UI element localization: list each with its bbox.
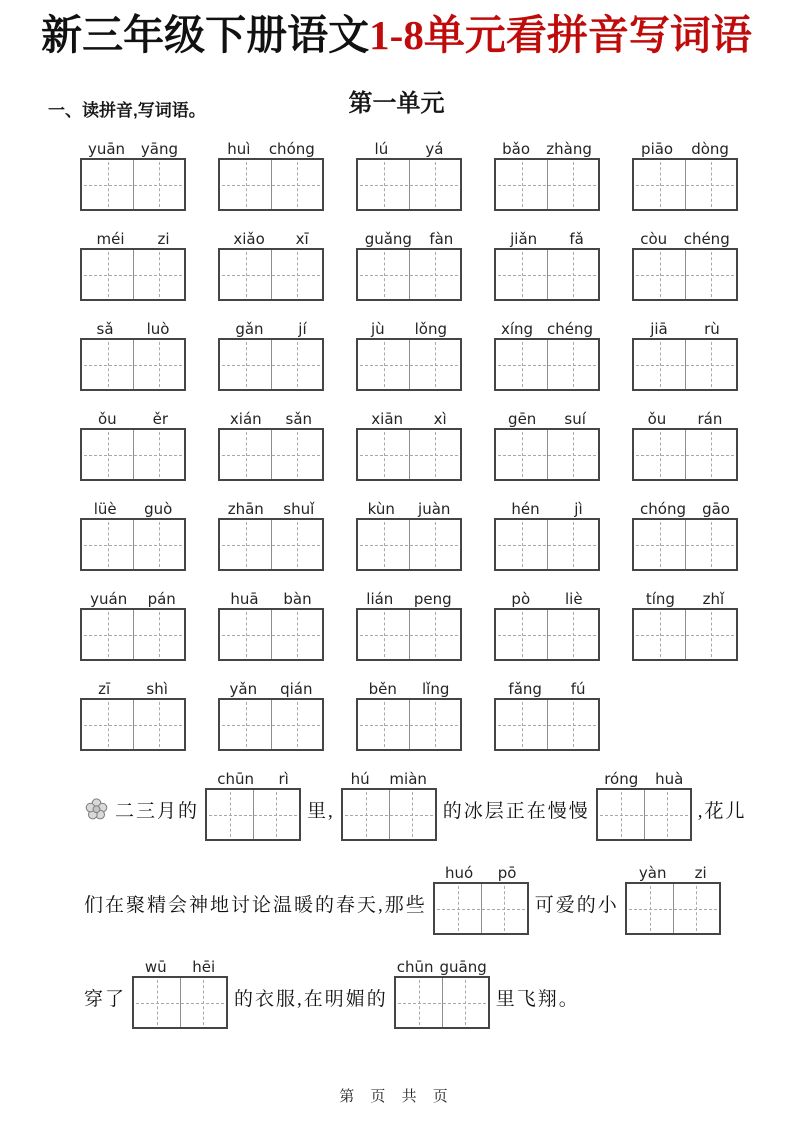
pinyin-syllable: sǎn — [285, 410, 313, 429]
pinyin-syllable: pò — [511, 590, 531, 609]
writing-box[interactable] — [218, 248, 324, 301]
word-item — [218, 317, 324, 391]
pinyin-syllable: hén — [511, 500, 540, 519]
sentence-text: 二三月的 — [115, 801, 200, 823]
pinyin-syllable: xiǎo — [233, 230, 265, 249]
writing-box[interactable] — [632, 338, 738, 391]
word-item — [356, 317, 462, 391]
writing-box[interactable] — [356, 608, 462, 661]
writing-box[interactable] — [394, 976, 490, 1029]
word-item — [80, 497, 186, 571]
pinyin-syllable: shuǐ — [283, 500, 315, 519]
pinyin-label — [632, 587, 738, 608]
word-item — [632, 497, 738, 571]
word-item — [80, 317, 186, 391]
writing-box[interactable] — [218, 608, 324, 661]
guide-line — [222, 725, 320, 726]
word-item — [632, 137, 738, 211]
guide-line — [222, 455, 320, 456]
writing-box[interactable] — [80, 248, 186, 301]
guide-line — [398, 1003, 486, 1004]
pinyin-syllable: xiān — [371, 410, 404, 429]
pinyin-label — [218, 497, 324, 518]
writing-box[interactable] — [494, 158, 600, 211]
word-item — [80, 587, 186, 661]
pinyin-syllable: juàn — [418, 500, 451, 519]
word-item — [218, 137, 324, 211]
pinyin-syllable: huì — [227, 140, 251, 159]
word-grid-row — [0, 407, 793, 481]
writing-box[interactable] — [494, 248, 600, 301]
fill-in-box — [433, 861, 529, 935]
pinyin-label — [356, 587, 462, 608]
pinyin-syllable: róng — [604, 770, 639, 789]
fill-in-box — [394, 955, 490, 1029]
word-item — [494, 137, 600, 211]
pinyin-label — [218, 587, 324, 608]
writing-box[interactable] — [218, 518, 324, 571]
pinyin-syllable: wū — [144, 958, 167, 977]
pinyin-label — [341, 767, 437, 788]
writing-box[interactable] — [80, 428, 186, 481]
sentence-line — [84, 955, 793, 1029]
writing-box[interactable] — [218, 698, 324, 751]
pinyin-syllable: jù — [370, 320, 385, 339]
pinyin-label — [433, 861, 529, 882]
pinyin-syllable: jì — [574, 500, 583, 519]
pinyin-syllable: lǐng — [422, 680, 450, 699]
pinyin-syllable: peng — [413, 590, 452, 609]
word-item — [356, 587, 462, 661]
pinyin-syllable: jí — [298, 320, 307, 339]
pinyin-syllable: miàn — [389, 770, 427, 789]
word-item — [356, 677, 462, 751]
pinyin-syllable: běn — [368, 680, 397, 699]
pinyin-label — [494, 677, 600, 698]
word-item — [632, 407, 738, 481]
pinyin-syllable: guò — [144, 500, 173, 519]
pinyin-syllable: shì — [146, 680, 168, 699]
word-grid-row — [0, 587, 793, 661]
guide-line — [84, 545, 182, 546]
writing-box[interactable] — [341, 788, 437, 841]
pinyin-label — [356, 317, 462, 338]
word-item — [356, 497, 462, 571]
guide-line — [360, 635, 458, 636]
guide-line — [636, 275, 734, 276]
word-item — [356, 227, 462, 301]
pinyin-syllable: zi — [694, 864, 707, 883]
pinyin-label — [632, 407, 738, 428]
pinyin-label — [80, 137, 186, 158]
writing-box[interactable] — [80, 338, 186, 391]
pinyin-syllable: huà — [655, 770, 684, 789]
guide-line — [360, 545, 458, 546]
pinyin-syllable: bàn — [283, 590, 312, 609]
pinyin-syllable: xì — [433, 410, 447, 429]
sentence-exercise — [0, 767, 793, 1029]
writing-box[interactable] — [218, 158, 324, 211]
unit-heading: 第一单元 — [348, 91, 445, 118]
guide-line — [345, 815, 433, 816]
guide-line — [437, 909, 525, 910]
guide-line — [360, 455, 458, 456]
guide-line — [636, 545, 734, 546]
guide-line — [222, 545, 320, 546]
sentence-text: 们在聚精会神地讨论温暖的春天,那些 — [84, 895, 427, 917]
writing-box[interactable] — [80, 518, 186, 571]
writing-box[interactable] — [494, 518, 600, 571]
pinyin-syllable: chóng — [268, 140, 315, 159]
writing-box[interactable] — [494, 608, 600, 661]
page-footer: 第 页 共 页 — [339, 1088, 454, 1105]
pinyin-syllable: sǎ — [96, 320, 114, 339]
guide-line — [498, 365, 596, 366]
writing-box[interactable] — [494, 338, 600, 391]
writing-box[interactable] — [356, 338, 462, 391]
pinyin-syllable: luò — [146, 320, 170, 339]
pinyin-syllable: yuán — [90, 590, 128, 609]
word-item — [632, 227, 738, 301]
pinyin-syllable: guǎng — [364, 230, 412, 249]
pinyin-syllable: dòng — [691, 140, 729, 159]
pinyin-label — [80, 497, 186, 518]
word-item — [218, 497, 324, 571]
pinyin-syllable: tíng — [645, 590, 675, 609]
pinyin-syllable: rù — [704, 320, 720, 339]
pinyin-label — [218, 407, 324, 428]
pinyin-syllable: zhàng — [546, 140, 592, 159]
sentence-text: 里飞翔。 — [495, 989, 580, 1011]
pinyin-syllable: rì — [278, 770, 289, 789]
pinyin-syllable: còu — [640, 230, 668, 249]
guide-line — [636, 185, 734, 186]
guide-line — [222, 275, 320, 276]
pinyin-syllable: fǎ — [569, 230, 584, 249]
guide-line — [636, 635, 734, 636]
pinyin-label — [80, 587, 186, 608]
guide-line — [222, 185, 320, 186]
word-grid-row — [0, 137, 793, 211]
writing-box[interactable] — [356, 518, 462, 571]
sentence-text: 里, — [307, 801, 335, 823]
pinyin-label — [80, 677, 186, 698]
pinyin-syllable: ǒu — [97, 410, 117, 429]
guide-line — [84, 275, 182, 276]
pinyin-syllable: yá — [425, 140, 444, 159]
writing-box[interactable] — [80, 158, 186, 211]
writing-box[interactable] — [596, 788, 692, 841]
writing-box[interactable] — [205, 788, 301, 841]
writing-box[interactable] — [632, 158, 738, 211]
fill-in-box — [625, 861, 721, 935]
word-item — [356, 137, 462, 211]
guide-line — [498, 455, 596, 456]
pinyin-syllable: pán — [147, 590, 176, 609]
pinyin-syllable: jiǎn — [510, 230, 538, 249]
guide-line — [360, 365, 458, 366]
guide-line — [84, 365, 182, 366]
pinyin-syllable: méi — [96, 230, 125, 249]
pinyin-label — [218, 137, 324, 158]
pinyin-syllable: fú — [570, 680, 586, 699]
guide-line — [636, 365, 734, 366]
pinyin-syllable: chéng — [683, 230, 730, 249]
guide-line — [360, 275, 458, 276]
word-item — [632, 587, 738, 661]
guide-line — [84, 725, 182, 726]
writing-box[interactable] — [632, 428, 738, 481]
writing-box[interactable] — [356, 698, 462, 751]
pinyin-label — [80, 227, 186, 248]
pinyin-syllable: chūn — [396, 958, 434, 977]
guide-line — [636, 455, 734, 456]
writing-box[interactable] — [218, 338, 324, 391]
pinyin-syllable: piāo — [641, 140, 674, 159]
pinyin-syllable: huó — [445, 864, 474, 883]
pinyin-syllable: yàn — [638, 864, 667, 883]
pinyin-syllable: liè — [564, 590, 583, 609]
pinyin-syllable: pō — [497, 864, 517, 883]
word-item — [494, 497, 600, 571]
fill-in-box — [132, 955, 228, 1029]
pinyin-label — [494, 407, 600, 428]
writing-box[interactable] — [356, 248, 462, 301]
sentence-text: 可爱的小 — [534, 895, 619, 917]
guide-line — [498, 635, 596, 636]
pinyin-syllable: huā — [230, 590, 259, 609]
pinyin-syllable: hú — [350, 770, 370, 789]
guide-line — [498, 275, 596, 276]
pinyin-word-grid — [0, 137, 793, 751]
pinyin-label — [356, 677, 462, 698]
word-item — [218, 227, 324, 301]
sentence-text: 的冰层正在慢慢 — [442, 801, 590, 823]
pinyin-syllable: zhǐ — [702, 590, 725, 609]
pinyin-syllable: yuān — [87, 140, 126, 159]
writing-box[interactable] — [632, 248, 738, 301]
flower-icon — [84, 797, 109, 831]
writing-box[interactable] — [494, 428, 600, 481]
pinyin-syllable: gāo — [702, 500, 730, 519]
word-item — [80, 407, 186, 481]
fill-in-box — [596, 767, 692, 841]
pinyin-syllable: fàn — [429, 230, 454, 249]
guide-line — [222, 365, 320, 366]
writing-box[interactable] — [356, 158, 462, 211]
pinyin-label — [218, 227, 324, 248]
pinyin-label — [494, 587, 600, 608]
word-item — [494, 587, 600, 661]
pinyin-label — [218, 677, 324, 698]
pinyin-label — [596, 767, 692, 788]
word-item — [80, 137, 186, 211]
section-instruction: 一、读拼音,写词语。 — [48, 101, 206, 121]
pinyin-label — [356, 497, 462, 518]
word-grid-row — [0, 227, 793, 301]
writing-box[interactable] — [494, 698, 600, 751]
writing-box[interactable] — [80, 608, 186, 661]
pinyin-label — [494, 227, 600, 248]
pinyin-syllable: ěr — [152, 410, 169, 429]
pinyin-label — [632, 227, 738, 248]
word-item — [218, 587, 324, 661]
writing-box[interactable] — [632, 518, 738, 571]
pinyin-syllable: qián — [280, 680, 313, 699]
pinyin-syllable: zhān — [227, 500, 264, 519]
pinyin-syllable: gǎn — [235, 320, 264, 339]
writing-box[interactable] — [218, 428, 324, 481]
word-item — [494, 317, 600, 391]
pinyin-label — [494, 317, 600, 338]
pinyin-syllable: lüè — [93, 500, 117, 519]
word-grid-row — [0, 497, 793, 571]
word-item — [80, 677, 186, 751]
pinyin-syllable: ǒu — [647, 410, 667, 429]
guide-line — [629, 909, 717, 910]
pinyin-syllable: chéng — [547, 320, 594, 339]
guide-line — [84, 185, 182, 186]
pinyin-syllable: lú — [374, 140, 389, 159]
pinyin-syllable: xī — [295, 230, 309, 249]
fill-in-box — [205, 767, 301, 841]
guide-line — [498, 725, 596, 726]
fill-in-box — [341, 767, 437, 841]
sentence-line — [84, 767, 793, 841]
guide-line — [360, 725, 458, 726]
pinyin-label — [632, 137, 738, 158]
pinyin-syllable: chūn — [217, 770, 255, 789]
word-grid-row — [0, 677, 793, 751]
pinyin-label — [80, 317, 186, 338]
pinyin-syllable: jiā — [650, 320, 668, 339]
pinyin-label — [625, 861, 721, 882]
pinyin-label — [218, 317, 324, 338]
guide-line — [600, 815, 688, 816]
pinyin-syllable: xíng — [500, 320, 534, 339]
pinyin-label — [356, 407, 462, 428]
pinyin-label — [356, 227, 462, 248]
word-item — [356, 407, 462, 481]
pinyin-syllable: gēn — [508, 410, 537, 429]
writing-box[interactable] — [356, 428, 462, 481]
word-item — [218, 677, 324, 751]
word-item — [494, 677, 600, 751]
pinyin-syllable: yǎn — [229, 680, 258, 699]
word-grid-row — [0, 317, 793, 391]
word-item — [80, 227, 186, 301]
pinyin-syllable: fǎng — [508, 680, 542, 699]
pinyin-syllable: zi — [157, 230, 170, 249]
guide-line — [209, 815, 297, 816]
pinyin-syllable: lǒng — [414, 320, 448, 339]
writing-box[interactable] — [132, 976, 228, 1029]
pinyin-label — [205, 767, 301, 788]
guide-line — [360, 185, 458, 186]
sentence-text: ,花儿 — [697, 801, 747, 823]
page-title — [0, 0, 793, 59]
writing-box[interactable] — [632, 608, 738, 661]
pinyin-label — [80, 407, 186, 428]
page-title-red: 1-8单元看拼音写词语 — [369, 12, 752, 58]
word-item — [494, 407, 600, 481]
guide-line — [222, 635, 320, 636]
pinyin-syllable: xián — [229, 410, 262, 429]
sentence-text: 的衣服,在明媚的 — [234, 989, 388, 1011]
writing-box[interactable] — [625, 882, 721, 935]
pinyin-syllable: kùn — [367, 500, 395, 519]
pinyin-label — [494, 497, 600, 518]
pinyin-label — [632, 497, 738, 518]
pinyin-syllable: guāng — [439, 958, 487, 977]
pinyin-label — [494, 137, 600, 158]
pinyin-syllable: zī — [98, 680, 111, 699]
pinyin-syllable: bǎo — [502, 140, 531, 159]
pinyin-syllable: chóng — [640, 500, 686, 519]
guide-line — [498, 185, 596, 186]
pinyin-syllable: suí — [564, 410, 586, 429]
pinyin-label — [632, 317, 738, 338]
pinyin-syllable: hēi — [192, 958, 216, 977]
guide-line — [136, 1003, 224, 1004]
word-item — [218, 407, 324, 481]
pinyin-label — [132, 955, 228, 976]
guide-line — [84, 455, 182, 456]
guide-line — [498, 545, 596, 546]
pinyin-syllable: lián — [366, 590, 394, 609]
sentence-line — [84, 861, 793, 935]
pinyin-syllable: yāng — [140, 140, 179, 159]
page-title-black: 新三年级下册语文 — [41, 12, 370, 58]
pinyin-label — [356, 137, 462, 158]
pinyin-syllable: rán — [697, 410, 723, 429]
word-item — [494, 227, 600, 301]
sentence-text: 穿了 — [84, 989, 127, 1011]
writing-box[interactable] — [433, 882, 529, 935]
pinyin-label — [394, 955, 490, 976]
guide-line — [84, 635, 182, 636]
writing-box[interactable] — [80, 698, 186, 751]
word-item — [632, 317, 738, 391]
